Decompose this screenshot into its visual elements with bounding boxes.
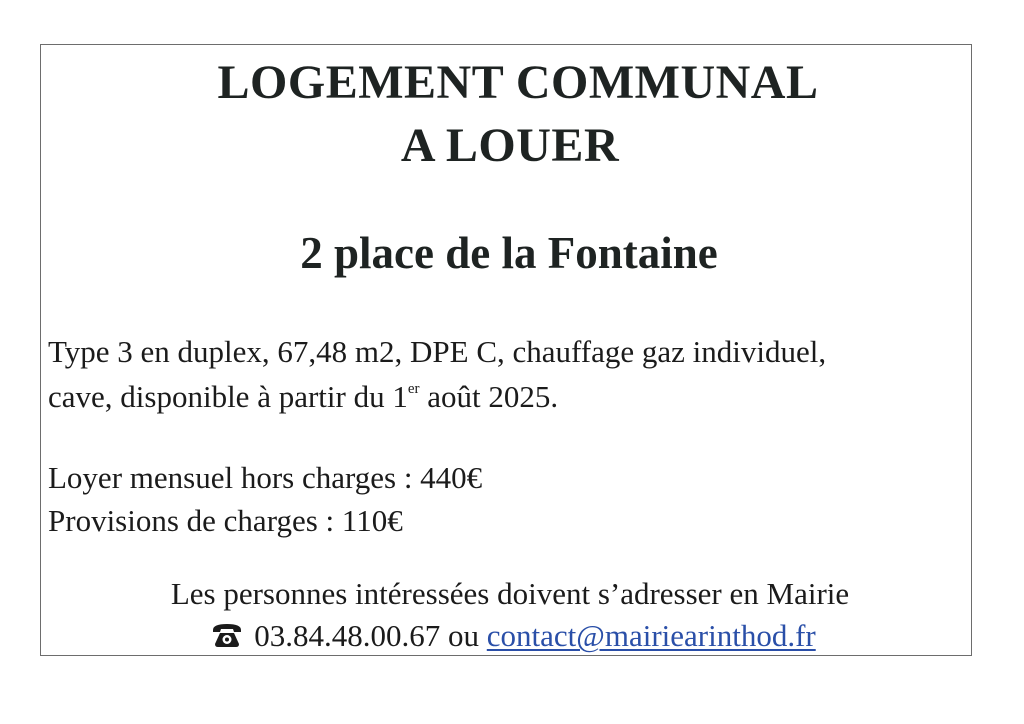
contact-instructions: Les personnes intéressées doivent s’adresser en Mairie: [170, 576, 850, 611]
description-line2-date: août 2025.: [419, 379, 559, 414]
telephone-icon: [212, 622, 242, 648]
rent-line: Loyer mensuel hors charges : 440€: [48, 460, 483, 495]
charges-line: Provisions de charges : 110€: [48, 503, 403, 538]
ordinal-superscript: er: [407, 381, 420, 397]
notice-title-line2: A LOUER: [400, 119, 620, 172]
phone-number: 03.84.48.00.67: [254, 618, 441, 653]
contact-separator: ou: [440, 618, 487, 653]
email-link[interactable]: contact@mairiearinthod.fr: [486, 618, 816, 653]
description-line2-text: cave, disponible à partir du 1: [48, 379, 408, 414]
contact-line: [2, 620, 1024, 651]
description-line2: [48, 381, 558, 412]
notice-title-line1: LOGEMENT COMMUNAL: [217, 56, 819, 109]
description-line1: Type 3 en duplex, 67,48 m2, DPE C, chauffage gaz individuel,: [48, 334, 827, 369]
property-address: 2 place de la Fontaine: [300, 228, 718, 278]
